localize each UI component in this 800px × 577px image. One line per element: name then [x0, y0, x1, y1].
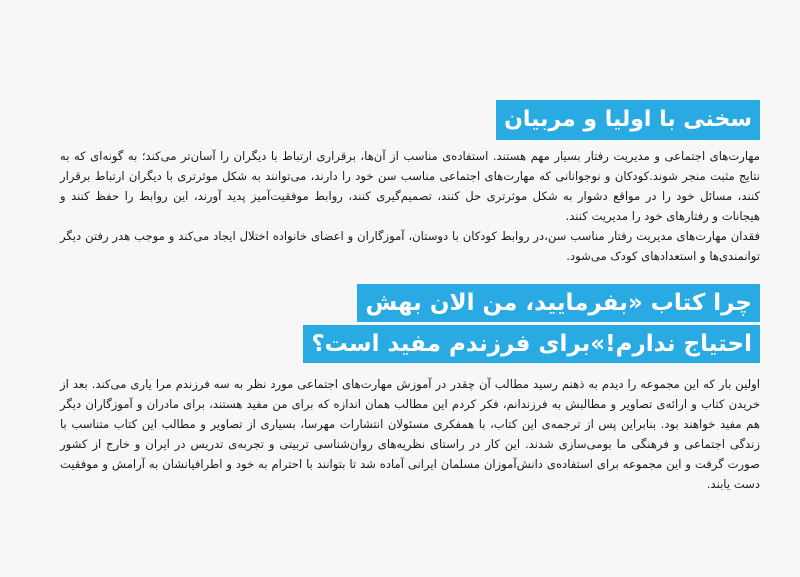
document-page [60, 100, 760, 494]
section-title-why-book-line2: احتیاج ندارم!»برای فرزندم مفید است؟ [303, 325, 760, 363]
paragraph-social-skills: مهارت‌های اجتماعی و مدیریت رفتار بسیار مهم هستند. استفاده‌ی مناسب از آن‌ها، برقراری ارتباط با دیگران را آسان‌تر می‌کند؛ به گونه‌ای که به نتایج مثبت منجر شوند.کودکان و نوجوانانی که مهارت‌های اجتماعی مناسب سن خود را دارند، می‌توانند به شکل موثرتری با دیگران ارتباط برقرار کنند، مسائل خود را در مواقع دشوار به شکل موثرتری حل کنند، تصمیم‌گیری کنند، روابط موفقیت‌آمیز پدید آورند، این روابط را حفظ کنند و هیجانات و رفتارهای خود را مدیریت کنند. [60, 149, 760, 223]
section-parents-note [60, 100, 760, 266]
section-title-why-book-line1: چرا کتاب «بفرمایید، من الان بهش [357, 284, 760, 322]
section-title-parents-note: سخنی با اولیا و مربیان [496, 100, 760, 140]
section-why-book [60, 284, 760, 366]
paragraph-book-intro: اولین بار که این مجموعه را دیدم به ذهنم رسید مطالب آن چقدر در آموزش مهارت‌های اجتماعی مورد نظر به سه فرزندم مرا یاری می‌کند. بعد از خریدن کتاب و ارائه‌ی تصاویر و مطالبش به فرزندانم، فکر کردم این مطالب همان اندازه که برای من مفید هستند، برای مادران و آموزگاران دیگر هم مفید خواهند بود. بنابراین پس از ترجمه‌ی این کتاب، با همفکری مسئولان انتشارات مهرسا، بسیاری از تصاویر و مطالب این کتاب متناسب با زندگی اجتماعی و فرهنگی ما بومی‌سازی شدند. این کار در راستای نظریه‌های روان‌شناسی تربیتی و تجربه‌ی تدریس در ایران و خارج از کشور صورت گرفت و این مجموعه برای استفاده‌ی دانش‌آموزان مسلمان ایرانی آماده شد تا بتوانند با احترام به خود و اطرافیانشان به آرامش و موفقیت دست یابند. [60, 377, 760, 491]
paragraph-lack-of-skills: فقدان مهارت‌های مدیریت رفتار مناسب سن،در روابط کودکان با دوستان، آموزگاران و اعضای خانواده اختلال ایجاد می‌کند و موجب هدر رفتن دیگر توانمندی‌ها و استعدادهای کودک می‌شود. [60, 229, 760, 263]
